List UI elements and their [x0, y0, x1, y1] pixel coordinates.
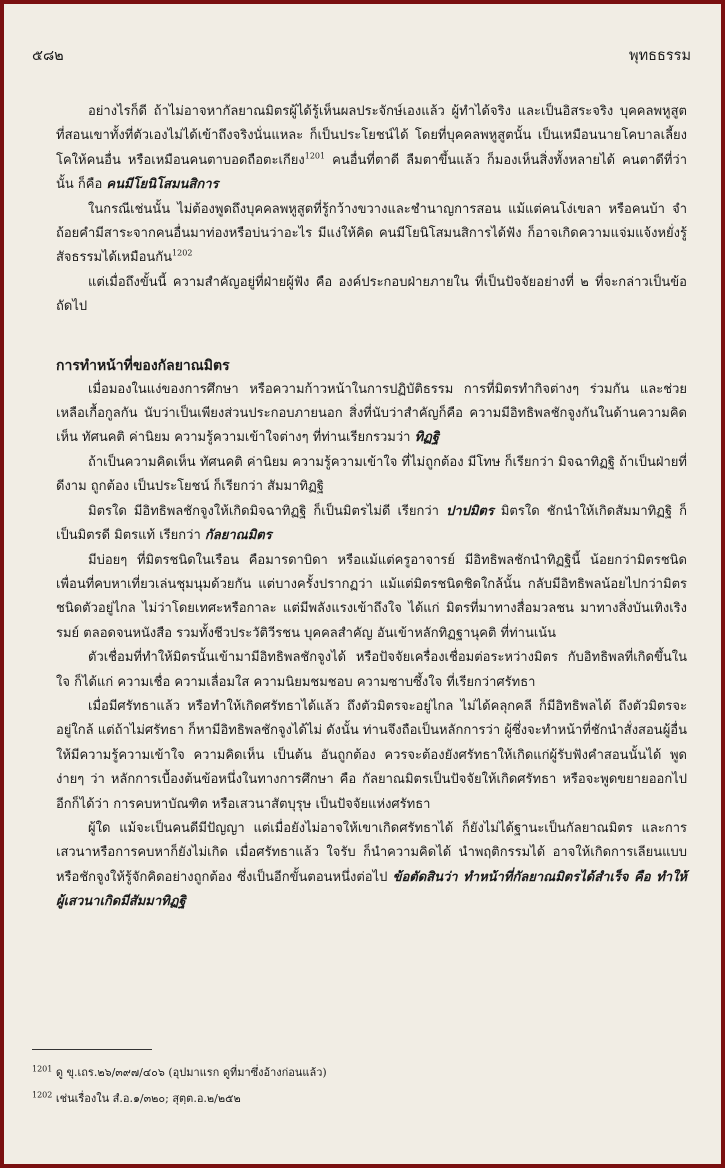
paragraph-7: [56, 549, 687, 647]
paragraph-text: ในกรณีเช่นนั้น ไม่ต้องพูดถึงบุคคลพหูสูตที่รู้กว้างขวางและชำนาญการสอน แม้แต่คนโง่เขลา หรือคนบ้า จำถ้อยคำมีสาระจากคนอื่นมาท่องหรือบ่นว่าอะไร มีแง่ให้คิด คนมีโยนิโสมนสิการได้ฟัง ก็อาจเกิดความแจ่มแจ้งหยั่งรู้สัจธรรมได้เหมือนกัน: [56, 201, 687, 266]
emphasis-term: ทิฏฐิ: [414, 430, 440, 446]
page-body: [56, 100, 687, 915]
paragraph-4: [56, 378, 687, 451]
paragraph-2: [56, 198, 687, 271]
paragraph-8: [56, 646, 687, 695]
paragraph-text: แต่เมื่อถึงขั้นนี้ ความสำคัญอยู่ที่ฝ่ายผู้ฟัง คือ องค์ประกอบฝ่ายภายใน ที่เป็นปัจจัยอย่างที่ ๒ ที่จะกล่าวเป็นข้อถัดไป: [56, 274, 687, 315]
footnote-ref: 1201: [304, 151, 326, 161]
emphasis-term: กัลยาณมิตร: [204, 528, 272, 544]
paragraph-text: มิตรใด ชักนำให้เกิดสัมมาทิฏฐิ ก็เป็นมิตรดี มิตรแท้ เรียกว่า: [56, 503, 687, 544]
running-head: พุทธธรรม: [629, 48, 691, 64]
paragraph-6: [56, 500, 687, 549]
footnote-divider: [32, 1049, 152, 1050]
footnote-number: 1201: [32, 1064, 53, 1074]
footnote-1201: [32, 1060, 327, 1086]
paragraph-9: [56, 695, 687, 817]
paragraph-text: ตัวเชื่อมที่ทำให้มิตรนั้นเข้ามามีอิทธิพลชักจูงได้ หรือปัจจัยเครื่องเชื่อมต่อระหว่างมิตร กับอิทธิพลที่เกิดขึ้นในใจ ก็ได้แก่ ความเชื่อ ความเลื่อมใส ความนิยมชมชอบ ความซาบซึ้งใจ ที่เรียกว่าศรัทธา: [56, 650, 687, 690]
emphasis-term: ข้อตัดสินว่า ทำหน้าที่กัลยาณมิตรได้สำเร็จ คือ ทำให้ผู้เสวนาเกิดมีสัมมาทิฏฐิ: [56, 869, 687, 910]
paragraph-text: เมื่อมองในแง่ของการศึกษา หรือความก้าวหน้าในการปฏิบัติธรรม การที่มิตรทำกิจต่างๆ ร่วมกัน และช่วยเหลือเกื้อกูลกัน นับว่าเป็นเพียงส่วนประกอบภายนอก สิ่งที่นับว่าสำคัญก็คือ ความมีอิทธิพลชักจูงกันในด้านความคิดเห็น ทัศนคติ ค่านิยม ความรู้ความเข้าใจต่างๆ ที่ท่านเรียกรวมว่า: [56, 381, 687, 446]
footnote-1202: [32, 1086, 327, 1112]
footnote-text: ดู ขุ.เถร.๒๖/๓๙๗/๔๐๖ (อุปมาแรก ดูที่มาซึ่งอ้างก่อนแล้ว): [55, 1066, 327, 1079]
paragraph-text: คนอื่นที่ตาดี ลืมตาขึ้นแล้ว ก็มองเห็นสิ่งทั้งหลายได้ คนตาดีที่ว่านั้น ก็คือ: [56, 152, 687, 193]
book-page: [4, 4, 721, 1164]
emphasis-term: คนมีโยนิโสมนสิการ: [106, 177, 219, 193]
paragraph-text: มิตรใด มีอิทธิพลชักจูงให้เกิดมิจฉาทิฏฐิ ก็เป็นมิตรไม่ดี เรียกว่า: [88, 503, 447, 519]
paragraph-text: มีบ่อยๆ ที่มิตรชนิดในเรือน คือมารดาบิดา หรือแม้แต่ครูอาจารย์ มีอิทธิพลชักนำทิฏฐินี้ น้อยกว่ามิตรชนิดเพื่อนที่คบหาเที่ยวเล่นชุมนุมด้วยกัน แต่บางครั้งปรากฏว่า แม้แต่มิตรชนิดชิดใกล้นั้น กลับมีอิทธิพลน้อยไปกว่ามิตร ชนิดตัวอยู่ไกล ไม่ว่าโดยเทศะหรือกาละ แต่มีพลังแรงเข้าถึงใจ ได้แก่ มิตรที่มาทางสื่อมวลชน มาทางสิ่งบันเทิงเริงรมย์ ตลอดจนหนังสือ รวมทั้งชีวประวัติวีรชน บุคคลสำคัญ อันเข้าหลักทิฏฐานุคติ ที่ท่านเน้น: [56, 552, 687, 641]
page-header: [32, 44, 691, 66]
footnotes: [32, 1060, 327, 1112]
paragraph-5: [56, 451, 687, 500]
paragraph-text: ผู้ใด แม้จะเป็นคนดีมีปัญญา แต่เมื่อยังไม่อาจให้เขาเกิดศรัทธาได้ ก็ยังไม่ได้ฐานะเป็นกัลยาณมิตร และการเสวนาหรือการคบหาก็ยังไม่เกิด เมื่อศรัทธาแล้ว ใจรับ ก็นำความคิดได้ นำพฤติกรรมได้ อาจให้เกิดการเลียนแบบ หรือชักจูงให้รู้จักคิดอย่างถูกต้อง ซึ่งเป็นอีกขั้นตอนหนึ่งต่อไป: [56, 820, 687, 885]
section-heading: การทำหน้าที่ของกัลยาณมิตร: [56, 357, 230, 374]
page-number: ๕๘๒: [32, 48, 64, 64]
paragraph-text: อย่างไรก็ดี ถ้าไม่อาจหากัลยาณมิตรผู้ได้รู้เห็นผลประจักษ์เองแล้ว ผู้ทำได้จริง และเป็นอิสระจริง บุคคลพหูสูต ที่สอนเขาทั้งที่ตัวเองไม่ได้เข้าถึงจริงนั่นแหละ ก็เป็นประโยชน์ได้ โดยที่บุคคลพหูสูตนั้น เป็นเหมือนนายโคบาลเลี้ยงโคให้คนอื่น หรือเหมือนคนตาบอดถือตะเกียง: [56, 104, 687, 168]
footnote-text: เช่นเรื่องใน สํ.อ.๑/๓๒๐; สุตฺต.อ.๒/๒๕๒: [55, 1092, 241, 1105]
paragraph-text: เมื่อมีศรัทธาแล้ว หรือทำให้เกิดศรัทธาได้แล้ว ถึงตัวมิตรจะอยู่ไกล ไม่ได้คลุกคลี ก็มีอิทธิพลได้ ถึงตัวมิตรจะอยู่ใกล้ แต่ถ้าไม่ศรัทธา ก็หามีอิทธิพลชักจูงได้ไม่ ดังนั้น ท่านจึงถือเป็นหลักการว่า ผู้ซึ่งจะทำหน้าที่ชักนำสั่งสอนผู้อื่นให้มีความรู้ความเข้าใจ ความคิดเห็น เป็นต้น อันถูกต้อง ควรจะต้องยังศรัทธาให้เกิดแก่ผู้รับฟังคำสอนนั้นได้ พูดง่ายๆ ว่า หลักการเบื้องต้นข้อหนึ่งในทางการศึกษา คือ กัลยาณมิตรเป็นปัจจัยให้เกิดศรัทธา หรือจะพูดขยายออกไปอีกก็ได้ว่า การคบหาบัณฑิต หรือเสวนาสัตบุรุษ เป็นปัจจัยแห่งศรัทธา: [56, 698, 687, 812]
paragraph-1: [56, 100, 687, 198]
paragraph-10: [56, 817, 687, 915]
footnote-number: 1202: [32, 1090, 53, 1100]
footnote-ref: 1202: [172, 249, 193, 259]
paragraph-3: [56, 271, 687, 320]
paragraph-text: ถ้าเป็นความคิดเห็น ทัศนคติ ค่านิยม ความรู้ความเข้าใจ ที่ไม่ถูกต้อง มีโทษ ก็เรียกว่า มิจฉาทิฏฐิ ถ้าเป็นฝ่ายที่ดีงาม ถูกต้อง เป็นประโยชน์ ก็เรียกว่า สัมมาทิฏฐิ: [56, 454, 687, 495]
emphasis-term: ปาปมิตร: [446, 503, 494, 519]
